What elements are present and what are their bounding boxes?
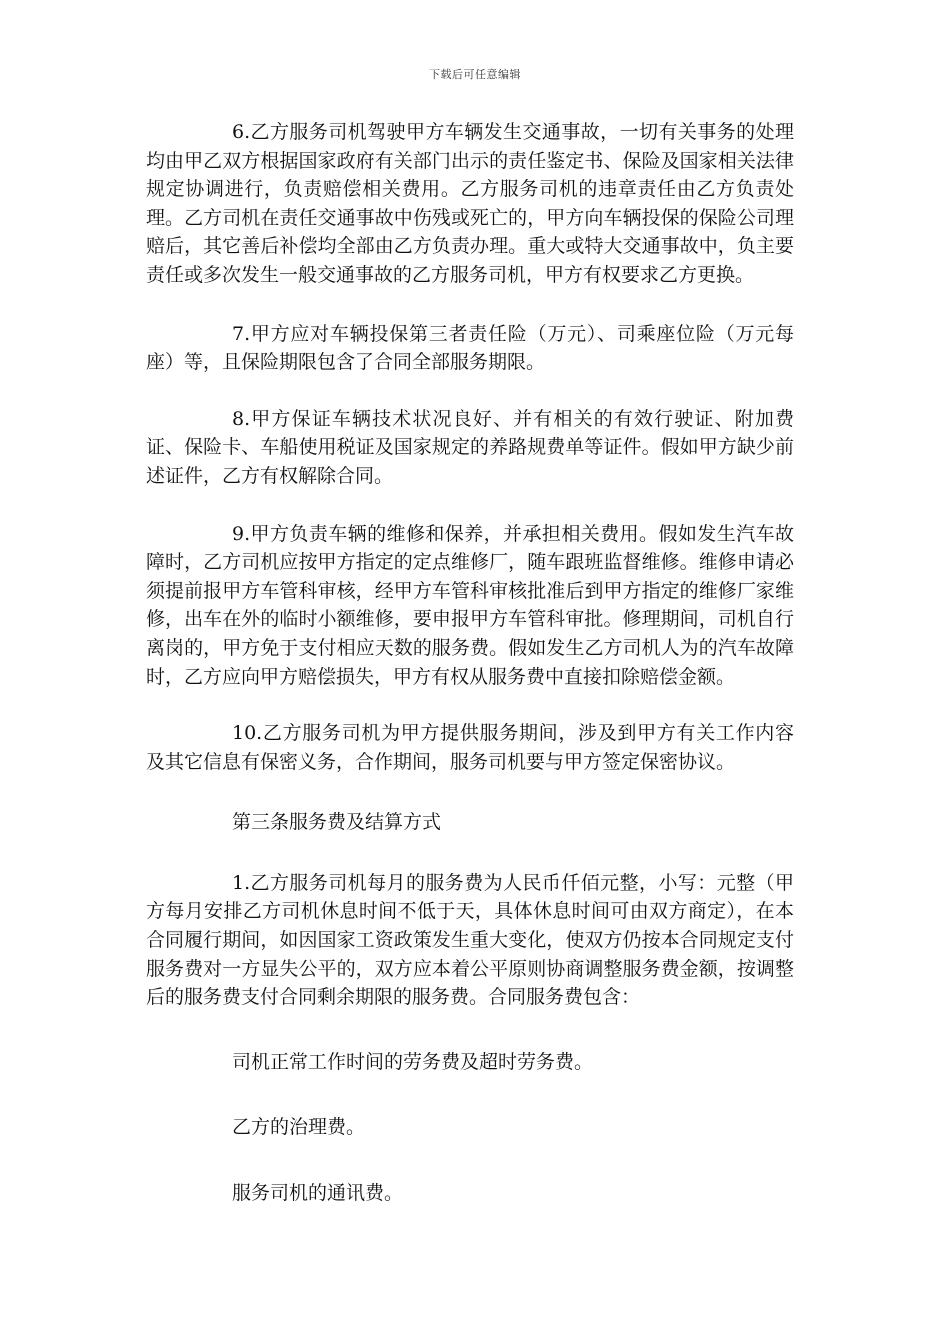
fee-item-communication: 服务司机的通讯费。 xyxy=(232,1182,404,1205)
clause-8-paragraph: 8.甲方保证车辆技术状况良好、并有相关的有效行驶证、附加费证、保险卡、车船使用税证及国家规定的养路规费单等证件。假如甲方缺少前述证件，乙方有权解除合同。 xyxy=(146,407,794,487)
fee-item-management: 乙方的治理费。 xyxy=(232,1116,366,1139)
clause-10-paragraph: 10.乙方服务司机为甲方提供服务期间，涉及到甲方有关工作内容及其它信息有保密义务，合作期间，服务司机要与甲方签定保密协议。 xyxy=(146,722,794,773)
clause-7-paragraph: 7.甲方应对车辆投保第三者责任险（万元）、司乘座位险（万元每座）等，且保险期限包含了合同全部服务期限。 xyxy=(146,322,794,374)
page-header: 下载后可任意编辑 xyxy=(429,68,521,81)
document-body xyxy=(146,118,794,1208)
clause-6-paragraph: 6.乙方服务司机驾驶甲方车辆发生交通事故，一切有关事务的处理均由甲乙双方根据国家政府有关部门出示的责任鉴定书、保险及国家相关法律规定协调进行，负责赔偿相关费用。乙方服务司机的违章责任由乙方负责处理。乙方司机在责任交通事故中伤残或死亡的，甲方向车辆投保的保险公司理赔后，其它善后补偿均全部由乙方负责办理。重大或特大交通事故中，负主要责任或多次发生一般交通事故的乙方服务司机，甲方有权要求乙方更换。 xyxy=(146,121,794,286)
section-3-clause-1-paragraph: 1.乙方服务司机每月的服务费为人民币仟佰元整，小写：元整（甲方每月安排乙方司机休息时间不低于天，具体休息时间可由双方商定），在本合同履行期间，如因国家工资政策发生重大变化，使双方仍按本合同规定支付服务费对一方显失公平的，双方应本着公平原则协商调整服务费金额，按调整后的服务费支付合同剩余期限的服务费。合同服务费包含： xyxy=(146,871,794,1009)
fee-item-labor: 司机正常工作时间的劳务费及超时劳务费。 xyxy=(232,1050,594,1073)
section-3-title: 第三条服务费及结算方式 xyxy=(232,811,442,834)
clause-9-paragraph: 9.甲方负责车辆的维修和保养，并承担相关费用。假如发生汽车故障时，乙方司机应按甲方指定的定点维修厂，随车跟班监督维修。维修申请必须提前报甲方车管科审核，经甲方车管科审核批准后到甲方指定的维修厂家维修，出车在外的临时小额维修，要申报甲方车管科审批。修理期间，司机自行离岗的，甲方免于支付相应天数的服务费。假如发生乙方司机人为的汽车故障时，乙方应向甲方赔偿损失，甲方有权从服务费中直接扣除赔偿金额。 xyxy=(146,522,794,688)
